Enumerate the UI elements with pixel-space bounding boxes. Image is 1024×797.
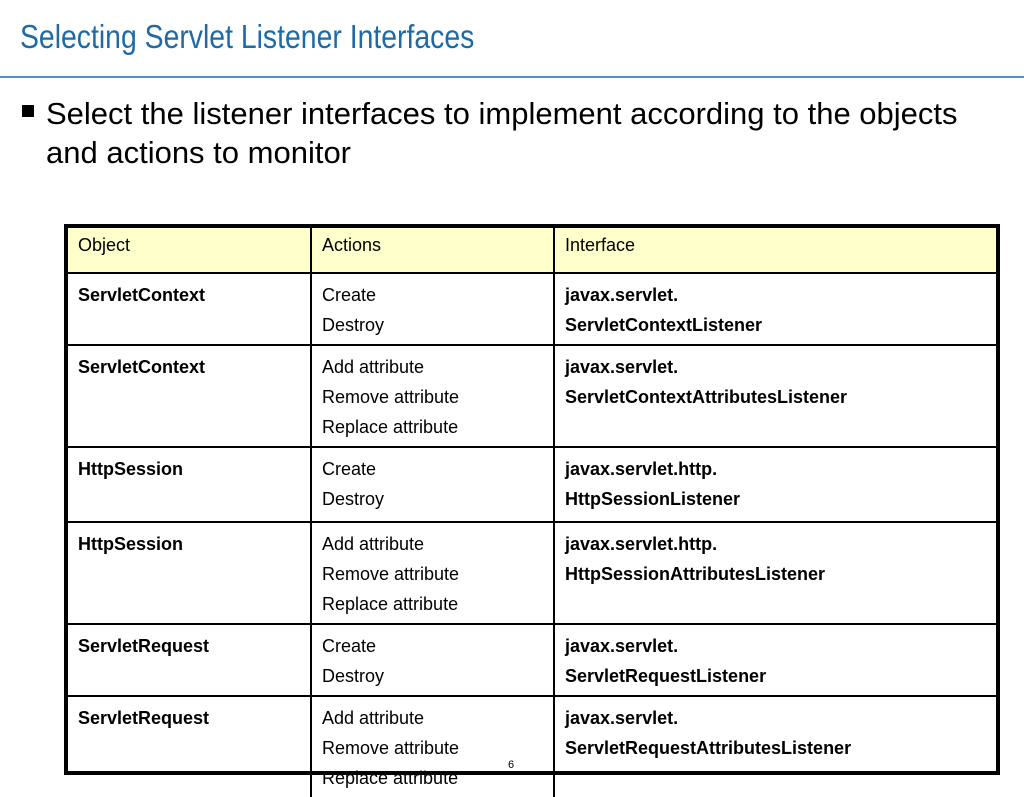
interface-package: javax.servlet. xyxy=(565,636,679,656)
table-row xyxy=(68,447,996,522)
actions-cell xyxy=(311,273,554,345)
action-item: Create xyxy=(322,459,377,479)
object-cell: HttpSession xyxy=(68,447,311,522)
action-item: Create xyxy=(322,285,377,305)
interface-cell xyxy=(554,696,996,797)
actions-cell xyxy=(311,696,554,797)
title-divider xyxy=(0,76,1024,78)
interface-cell xyxy=(554,447,996,522)
listener-table-frame xyxy=(64,224,1000,788)
interface-package: javax.servlet. xyxy=(565,708,679,728)
object-cell: ServletContext xyxy=(68,345,311,447)
action-item: Replace attribute xyxy=(322,594,459,614)
interface-name: HttpSessionAttributesListener xyxy=(565,564,826,584)
interface-name: ServletContextListener xyxy=(565,315,763,335)
square-bullet-icon xyxy=(22,105,34,117)
object-cell: ServletRequest xyxy=(68,696,311,797)
interface-package: javax.servlet. xyxy=(565,285,679,305)
action-item: Destroy xyxy=(322,315,385,335)
bullet-text: Select the listener interfaces to implement according to the objects and actions to monitor xyxy=(46,96,958,170)
action-item: Create xyxy=(322,636,377,656)
actions-cell xyxy=(311,345,554,447)
actions-cell xyxy=(311,522,554,624)
slide-title: Selecting Servlet Listener Interfaces xyxy=(20,18,475,55)
bullet-point xyxy=(22,94,1012,172)
column-header-interface: Interface xyxy=(554,228,996,273)
actions-cell xyxy=(311,447,554,522)
table-row xyxy=(68,522,996,624)
interface-package: javax.servlet.http. xyxy=(565,459,718,479)
action-item: Add attribute xyxy=(322,708,425,728)
action-item: Replace attribute xyxy=(322,417,459,437)
action-item: Destroy xyxy=(322,666,385,686)
object-cell: HttpSession xyxy=(68,522,311,624)
listener-table xyxy=(68,228,996,797)
interface-name: HttpSessionListener xyxy=(565,489,741,509)
interface-name: ServletRequestAttributesListener xyxy=(565,738,852,758)
action-item: Add attribute xyxy=(322,534,425,554)
interface-package: javax.servlet. xyxy=(565,357,679,377)
table-row xyxy=(68,273,996,345)
interface-name: ServletRequestListener xyxy=(565,666,767,686)
interface-name: ServletContextAttributesListener xyxy=(565,387,848,407)
action-item: Remove attribute xyxy=(322,564,460,584)
table-row xyxy=(68,345,996,447)
column-header-object: Object xyxy=(68,228,311,273)
action-item: Add attribute xyxy=(322,357,425,377)
column-header-actions: Actions xyxy=(311,228,554,273)
interface-package: javax.servlet.http. xyxy=(565,534,718,554)
action-item: Replace attribute xyxy=(322,768,459,788)
table-row xyxy=(68,624,996,696)
interface-cell xyxy=(554,345,996,447)
object-cell: ServletRequest xyxy=(68,624,311,696)
interface-cell xyxy=(554,522,996,624)
action-item: Destroy xyxy=(322,489,385,509)
page-number: 6 xyxy=(508,759,515,771)
action-item: Remove attribute xyxy=(322,387,460,407)
table-header-row xyxy=(68,228,996,273)
interface-cell xyxy=(554,624,996,696)
action-item: Remove attribute xyxy=(322,738,460,758)
actions-cell xyxy=(311,624,554,696)
object-cell: ServletContext xyxy=(68,273,311,345)
interface-cell xyxy=(554,273,996,345)
table-row xyxy=(68,696,996,797)
